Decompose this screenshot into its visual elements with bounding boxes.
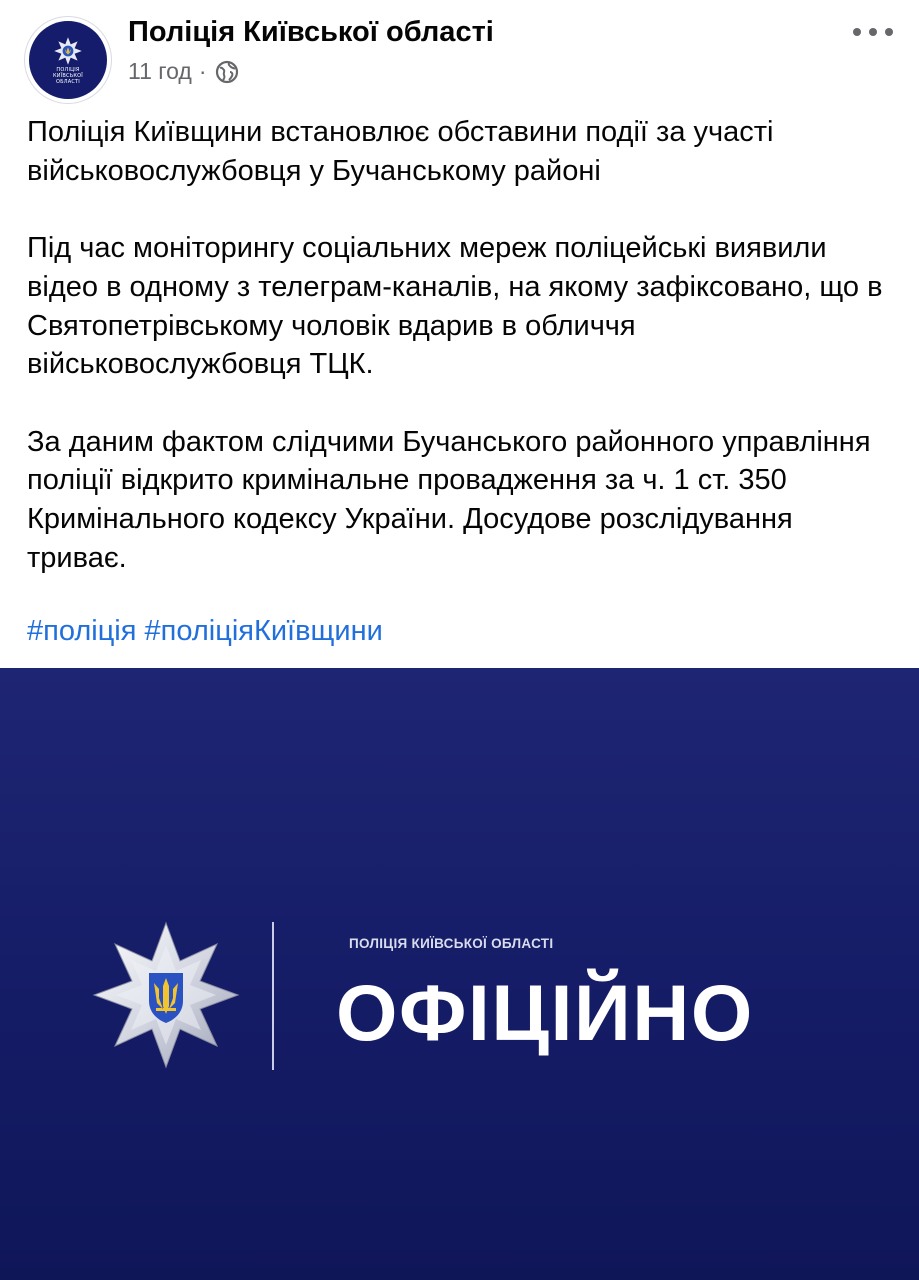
avatar-caption-line: ОБЛАСТІ (56, 78, 80, 85)
hashtag-link[interactable]: #поліція (27, 615, 137, 647)
post-text (27, 113, 897, 616)
banner-subtitle: ПОЛІЦІЯ КИЇВСЬКОЇ ОБЛАСТІ (349, 936, 554, 951)
avatar-logo (29, 21, 107, 99)
more-dot (853, 28, 861, 36)
post-paragraph: За даним фактом слідчими Бучанського районного управління поліції відкрито кримінальне провадження за ч. 1 ст. 350 Кримінального кодексу України. Досудове розслідування триває. (27, 425, 871, 574)
banner-divider (272, 922, 274, 1070)
more-dot (885, 28, 893, 36)
hashtags (27, 612, 383, 650)
banner-title: ОФІЦІЙНО (336, 968, 754, 1057)
police-star-icon (53, 36, 83, 66)
more-options-icon[interactable] (853, 22, 893, 42)
post-meta (128, 58, 239, 85)
post-paragraph: Під час моніторингу соціальних мереж поліцейські виявили відео в одному з телеграм-каналів, на якому зафіксовано, що в Святопетрівському чоловік вдарив в обличчя військовослужбовця ТЦК. (27, 232, 883, 381)
meta-separator: · (198, 58, 207, 84)
globe-icon[interactable] (215, 60, 239, 84)
avatar[interactable] (24, 16, 112, 104)
more-dot (869, 28, 877, 36)
police-star-icon (91, 920, 241, 1070)
post-paragraph: Поліція Київщини встановлює обставини події за участі військовослужбовця у Бучанському районі (27, 116, 774, 187)
hashtag-link[interactable]: #поліціяКиївщини (144, 615, 383, 647)
avatar-caption-line: КИЇВСЬКОЇ (53, 72, 83, 79)
page-name[interactable]: Поліція Київської області (128, 16, 494, 48)
avatar-caption-line: ПОЛІЦІЯ (56, 66, 80, 73)
post-header (0, 0, 919, 100)
avatar-caption (53, 67, 83, 85)
post-time[interactable]: 11 год (128, 58, 192, 84)
